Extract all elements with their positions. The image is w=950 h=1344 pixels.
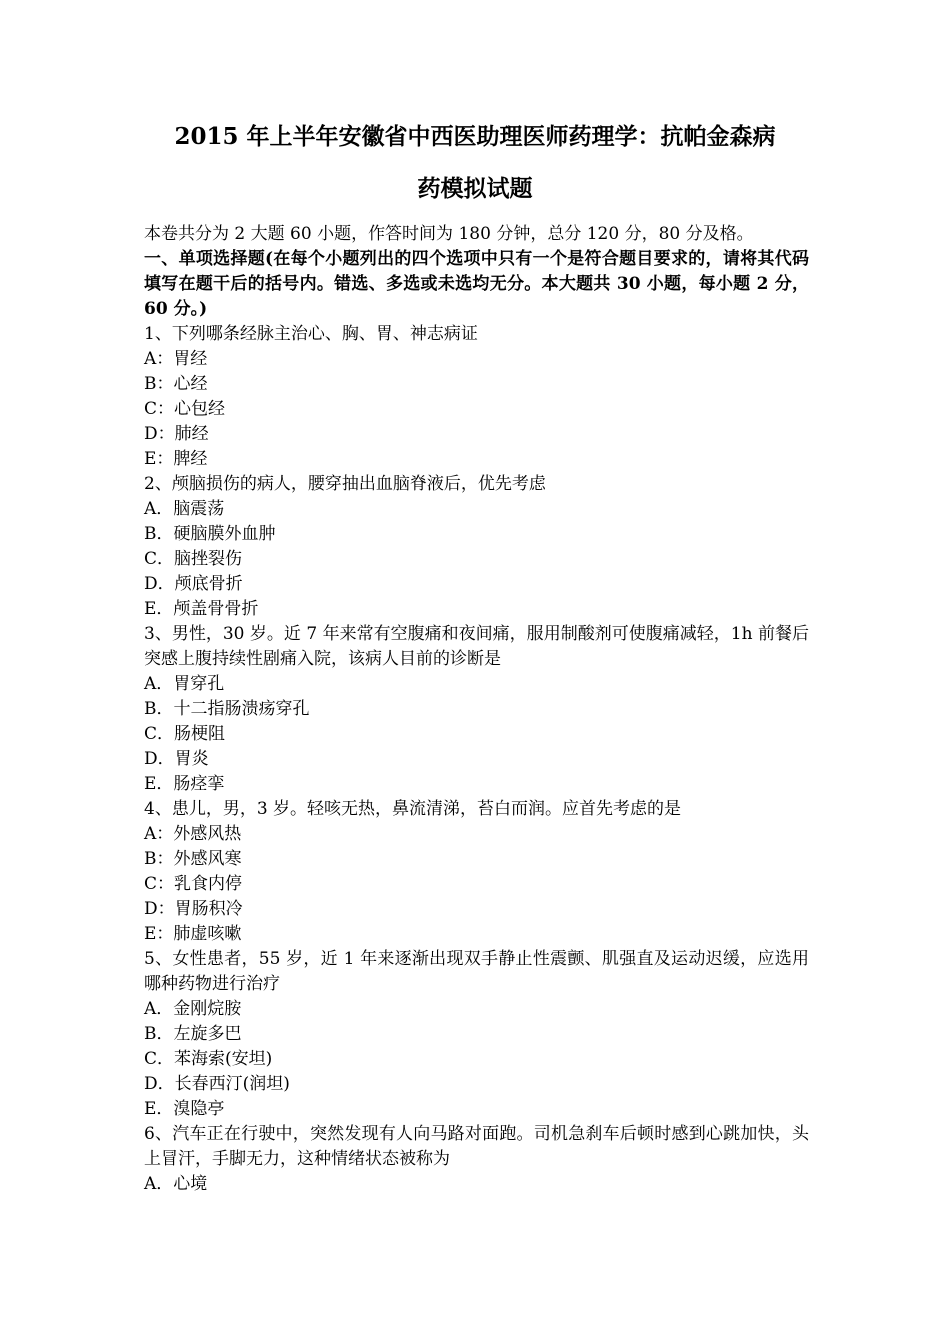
option-e: E：肺虚咳嗽	[144, 924, 242, 944]
option-a: A．脑震荡	[144, 499, 225, 519]
question-2	[144, 472, 809, 622]
question-stem: 1、下列哪条经脉主治心、胸、胃、神志病证	[144, 324, 478, 344]
question-stem: 6、汽车正在行驶中，突然发现有人向马路对面跑。司机急刹车后顿时感到心跳加快，头上冒汗，手脚无力，这种情绪状态被称为	[144, 1124, 809, 1169]
question-6	[144, 1122, 809, 1197]
question-stem: 3、男性，30 岁。近 7 年来常有空腹痛和夜间痛，服用制酸剂可使腹痛减轻，1h 前餐后突感上腹持续性剧痛入院，该病人目前的诊断是	[144, 624, 809, 669]
option-a: A：外感风热	[144, 824, 242, 844]
question-stem: 5、女性患者，55 岁，近 1 年来逐渐出现双手静止性震颤、肌强直及运动迟缓，应选用哪种药物进行治疗	[144, 949, 809, 994]
option-d: D．胃炎	[144, 749, 209, 769]
section-heading-single-choice: 一、单项选择题(在每个小题列出的四个选项中只有一个是符合题目要求的，请将其代码填写在题干后的括号内。错选、多选或未选均无分。本大题共 30 小题，每小题 2 分，60 分。)	[144, 249, 809, 319]
option-b: B：心经	[144, 374, 208, 394]
option-d: D：肺经	[144, 424, 209, 444]
option-a: A：胃经	[144, 349, 208, 369]
option-d: D．长春西汀(润坦)	[144, 1074, 290, 1094]
option-e: E．肠痉挛	[144, 774, 225, 794]
option-d: D：胃肠积冷	[144, 899, 243, 919]
option-c: C．脑挫裂伤	[144, 549, 243, 569]
option-c: C：心包经	[144, 399, 226, 419]
option-d: D．颅底骨折	[144, 574, 243, 594]
question-3	[144, 622, 809, 797]
option-a: A．胃穿孔	[144, 674, 225, 694]
question-4	[144, 797, 809, 947]
question-1	[144, 322, 809, 472]
exam-intro: 本卷共分为 2 大题 60 小题，作答时间为 180 分钟，总分 120 分，80 分及格。	[144, 224, 754, 244]
option-a: A．心境	[144, 1174, 208, 1194]
document-title-line-2: 药模拟试题	[417, 175, 533, 202]
option-c: C：乳食内停	[144, 874, 243, 894]
option-e: E：脾经	[144, 449, 208, 469]
option-c: C．苯海索(安坦)	[144, 1049, 273, 1069]
document-body	[144, 222, 809, 1197]
option-b: B：外感风寒	[144, 849, 242, 869]
option-e: E．颅盖骨骨折	[144, 599, 259, 619]
option-b: B．硬脑膜外血肿	[144, 524, 276, 544]
option-b: B．十二指肠溃疡穿孔	[144, 699, 310, 719]
option-b: B．左旋多巴	[144, 1024, 242, 1044]
option-a: A．金刚烷胺	[144, 999, 242, 1019]
question-stem: 4、患儿，男，3 岁。轻咳无热，鼻流清涕，苔白而润。应首先考虑的是	[144, 799, 682, 819]
document-title-line-1: 2015 年上半年安徽省中西医助理医师药理学：抗帕金森病	[174, 123, 776, 150]
question-5	[144, 947, 809, 1122]
option-c: C．肠梗阻	[144, 724, 226, 744]
option-e: E．溴隐亭	[144, 1099, 225, 1119]
question-stem: 2、颅脑损伤的病人，腰穿抽出血脑脊液后，优先考虑	[144, 474, 546, 494]
